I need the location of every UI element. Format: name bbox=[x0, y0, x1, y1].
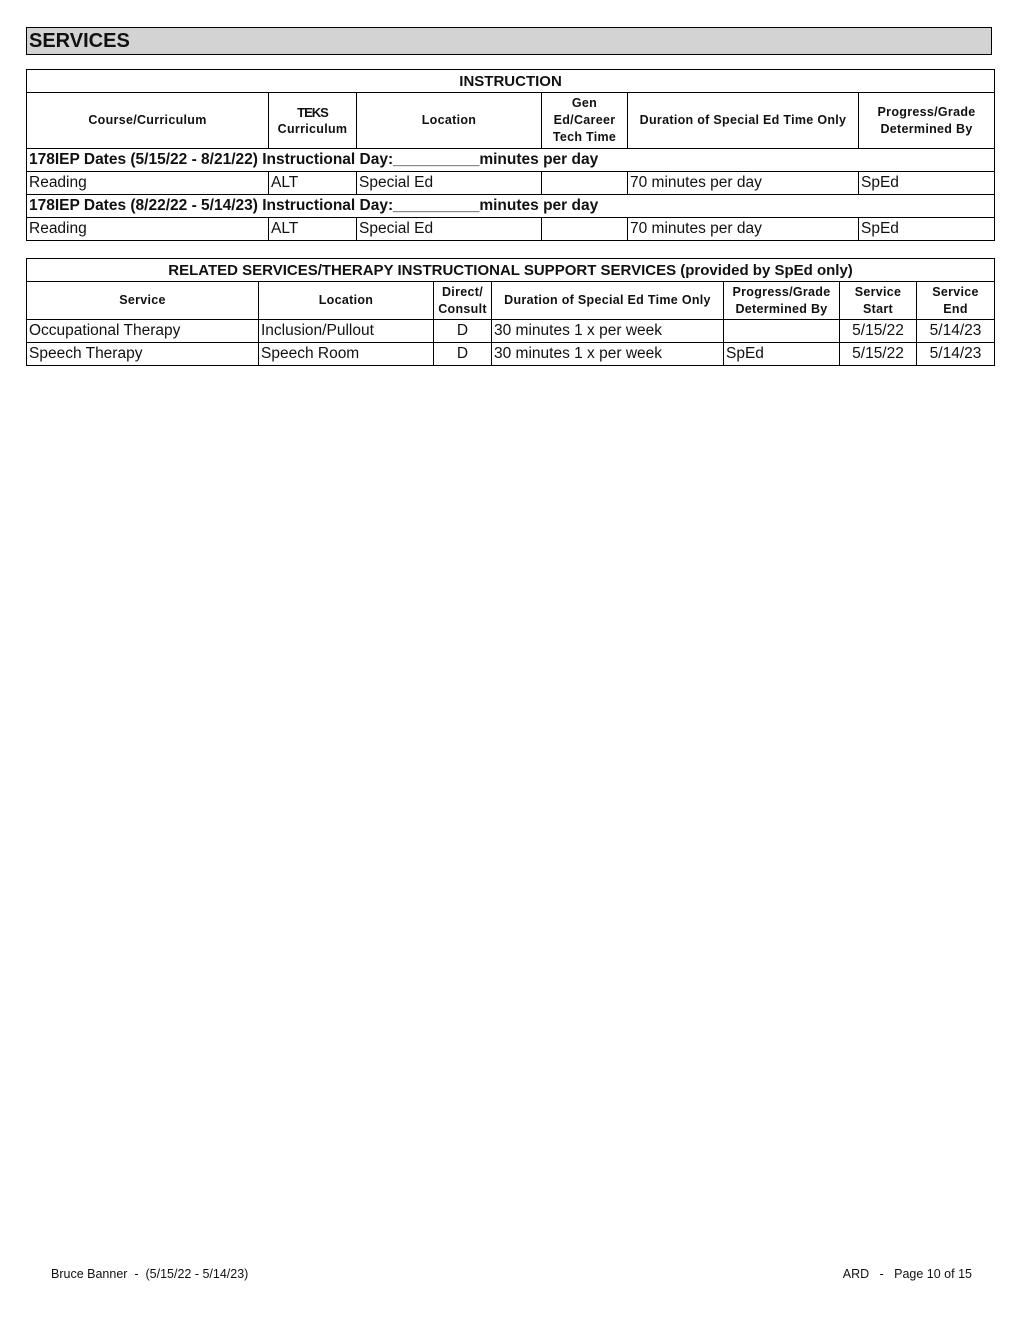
instruction-table bbox=[26, 69, 995, 241]
cell-direct: D bbox=[434, 320, 492, 343]
cell-gen-ed bbox=[542, 218, 628, 241]
cell-location: Inclusion/Pullout bbox=[259, 320, 434, 343]
cell-duration: 70 minutes per day bbox=[628, 218, 859, 241]
header-teks-top: TEKS bbox=[297, 104, 328, 120]
related-services-table bbox=[26, 258, 995, 366]
cell-teks: ALT bbox=[269, 172, 357, 195]
header-service: Service bbox=[27, 282, 259, 320]
header-duration: Duration of Special Ed Time Only bbox=[628, 93, 859, 149]
cell-progress bbox=[724, 320, 840, 343]
cell-start: 5/15/22 bbox=[840, 320, 917, 343]
cell-course: Reading bbox=[27, 172, 269, 195]
header-direct: Direct/ Consult bbox=[434, 282, 492, 320]
header-progress: Progress/Grade Determined By bbox=[724, 282, 840, 320]
header-start: Service Start bbox=[840, 282, 917, 320]
period-label: 178IEP Dates (5/15/22 - 8/21/22) Instructional Day:__________minutes per day bbox=[27, 149, 995, 172]
cell-location: Special Ed bbox=[357, 218, 542, 241]
cell-duration: 30 minutes 1 x per week bbox=[492, 343, 724, 366]
header-teks bbox=[269, 93, 357, 149]
table-row bbox=[27, 320, 995, 343]
header-gen-ed: Gen Ed/Career Tech Time bbox=[542, 93, 628, 149]
table-row bbox=[27, 218, 995, 241]
related-title: RELATED SERVICES/THERAPY INSTRUCTIONAL SUPPORT SERVICES (provided by SpEd only) bbox=[27, 259, 995, 282]
cell-location: Special Ed bbox=[357, 172, 542, 195]
cell-start: 5/15/22 bbox=[840, 343, 917, 366]
header-location: Location bbox=[357, 93, 542, 149]
cell-progress: SpEd bbox=[859, 172, 995, 195]
cell-course: Reading bbox=[27, 218, 269, 241]
table-row bbox=[27, 172, 995, 195]
cell-duration: 30 minutes 1 x per week bbox=[492, 320, 724, 343]
header-course: Course/Curriculum bbox=[27, 93, 269, 149]
cell-location: Speech Room bbox=[259, 343, 434, 366]
cell-teks: ALT bbox=[269, 218, 357, 241]
section-title: SERVICES bbox=[26, 27, 992, 55]
period-label: 178IEP Dates (8/22/22 - 5/14/23) Instructional Day:__________minutes per day bbox=[27, 195, 995, 218]
footer-page: ARD - Page 10 of 15 bbox=[842, 1267, 972, 1281]
cell-progress: SpEd bbox=[859, 218, 995, 241]
header-progress: Progress/Grade Determined By bbox=[859, 93, 995, 149]
cell-direct: D bbox=[434, 343, 492, 366]
instruction-title: INSTRUCTION bbox=[27, 70, 995, 93]
table-row bbox=[27, 343, 995, 366]
footer-student: Bruce Banner - (5/15/22 - 5/14/23) bbox=[51, 1267, 249, 1281]
cell-service: Occupational Therapy bbox=[27, 320, 259, 343]
cell-end: 5/14/23 bbox=[917, 343, 995, 366]
cell-duration: 70 minutes per day bbox=[628, 172, 859, 195]
header-teks-bottom: Curriculum bbox=[277, 121, 348, 136]
cell-end: 5/14/23 bbox=[917, 320, 995, 343]
cell-progress: SpEd bbox=[724, 343, 840, 366]
cell-service: Speech Therapy bbox=[27, 343, 259, 366]
header-end: Service End bbox=[917, 282, 995, 320]
header-duration: Duration of Special Ed Time Only bbox=[492, 282, 724, 320]
header-location: Location bbox=[259, 282, 434, 320]
cell-gen-ed bbox=[542, 172, 628, 195]
